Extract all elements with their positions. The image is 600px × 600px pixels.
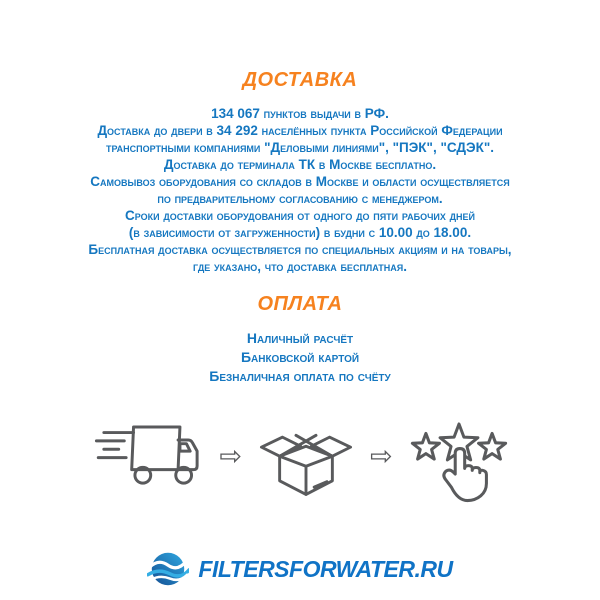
- delivery-info-text: [0, 105, 600, 275]
- delivery-line: транспортными компаниями "Деловыми линиями", "ПЭК", "СДЭК".: [105, 140, 495, 155]
- footer: [0, 548, 600, 590]
- payment-option: Безналичная оплата по счёту: [209, 368, 391, 384]
- payment-options-list: [0, 329, 600, 386]
- delivery-line: где указано, что доставка бесплатная.: [192, 259, 407, 274]
- delivery-line: Самовывоз оборудования со складов в Москве и области осуществляется: [90, 174, 510, 189]
- payment-option: Наличный расчёт: [246, 330, 354, 346]
- open-box-icon: [256, 412, 356, 505]
- delivery-line: (в зависимости от загруженности) в будни с 10.00 до 18.00.: [128, 225, 472, 240]
- delivery-truck-icon: [89, 418, 205, 500]
- delivery-section-title: ДОСТАВКА: [242, 69, 358, 91]
- delivery-line: Бесплатная доставка осуществляется по специальных акциям и на товары,: [88, 242, 512, 257]
- arrow-right-icon: ⇨: [219, 441, 242, 472]
- delivery-line: Сроки доставки оборудования от одного до пяти рабочих дней: [124, 208, 476, 223]
- order-process-row: [0, 411, 600, 506]
- site-logo[interactable]: [147, 548, 452, 590]
- payment-option: Банковской картой: [240, 349, 360, 365]
- delivery-line: 134 067 пунктов выдачи в РФ.: [211, 106, 389, 121]
- delivery-line: по предварительному согласованию с менеджером.: [157, 191, 443, 206]
- arrow-right-icon: ⇨: [370, 441, 393, 472]
- payment-section-title: ОПЛАТА: [257, 293, 343, 315]
- delivery-line: Доставка до двери в 34 292 населённых пункта Российской Федерации: [97, 123, 503, 138]
- delivery-line: Доставка до терминала ТК в Москве бесплатно.: [163, 157, 437, 172]
- rating-stars-hand-icon: [407, 412, 511, 505]
- water-globe-icon: [147, 548, 189, 590]
- site-logo-text: FILTERSFORWATER.RU: [198, 555, 453, 582]
